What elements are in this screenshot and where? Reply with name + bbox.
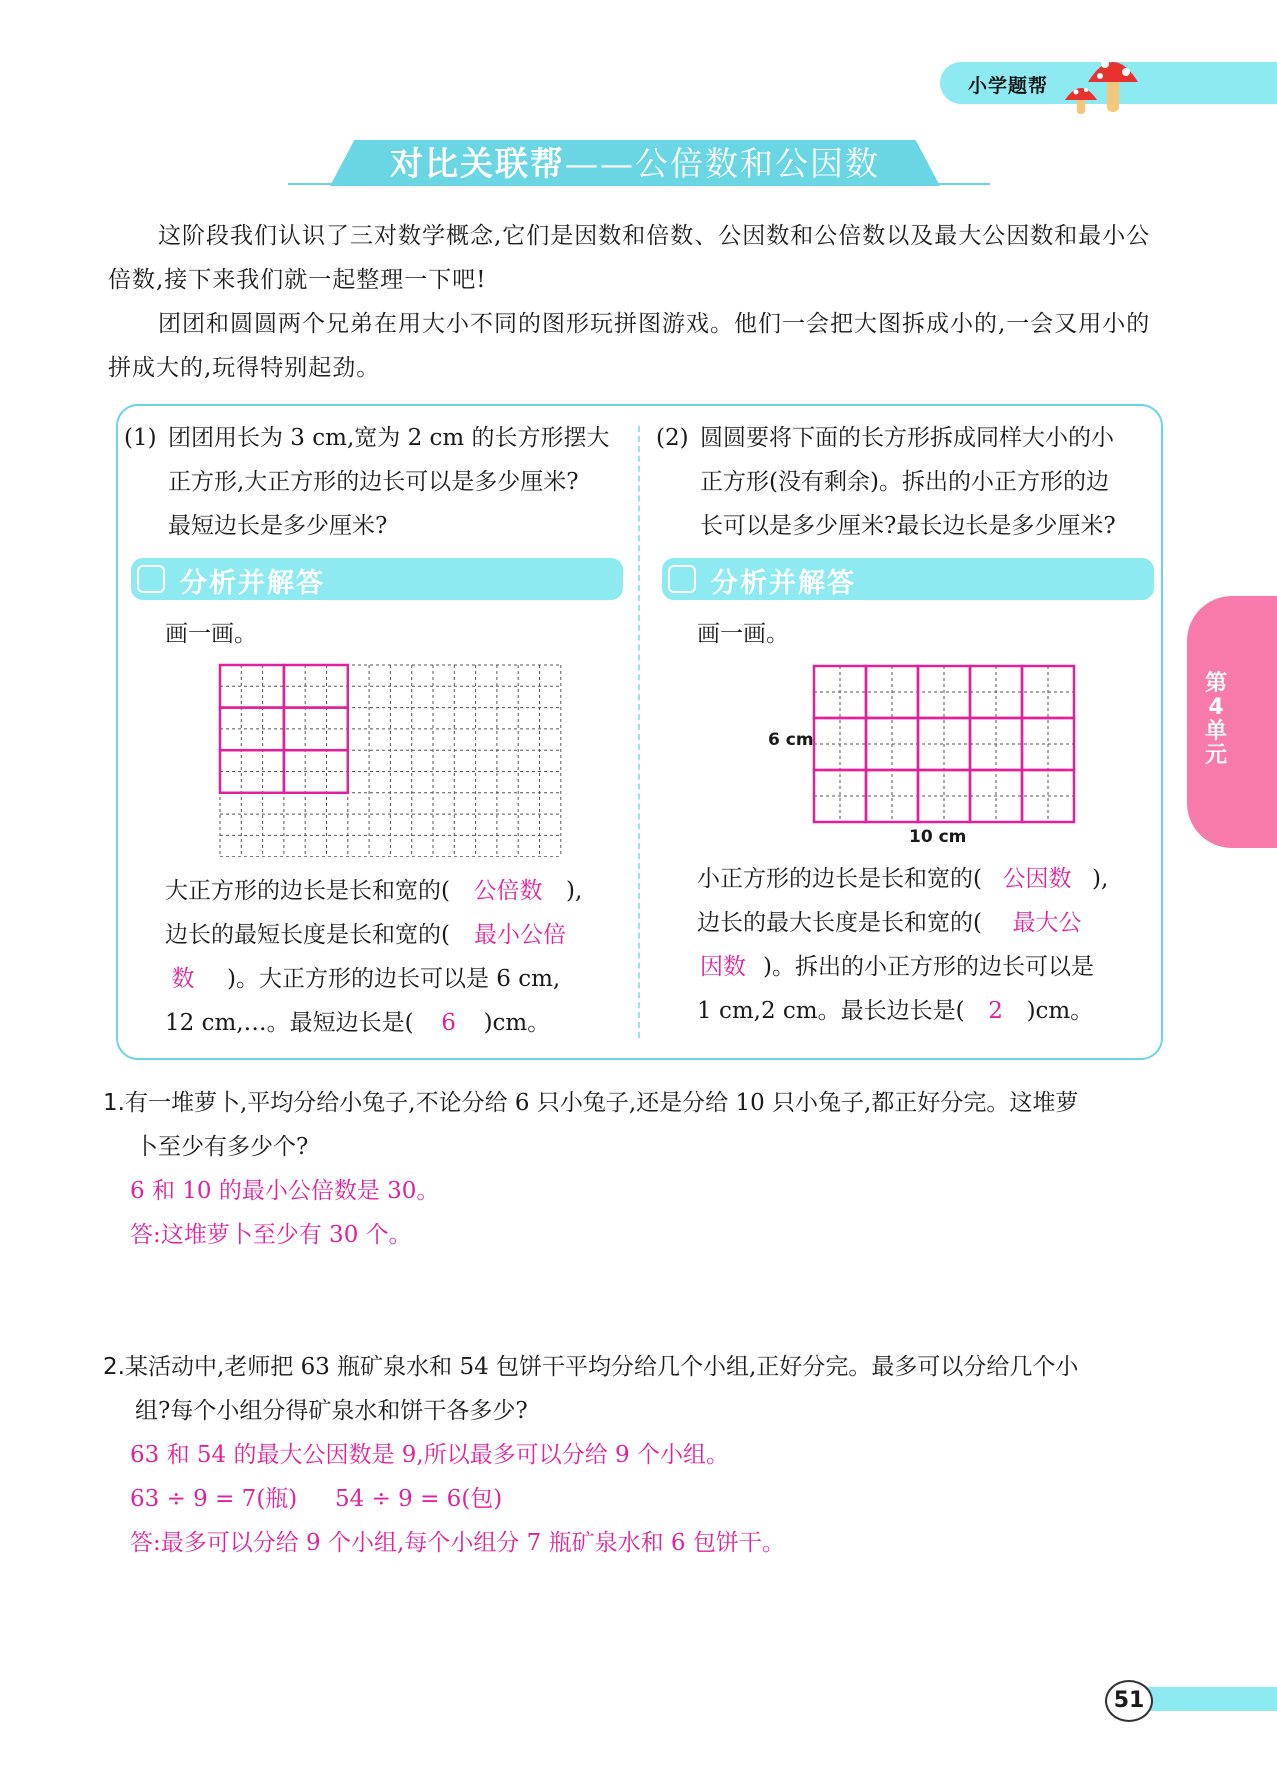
left-question-line-1: 团团用长为 3 cm,宽为 2 cm 的长方形摆大 bbox=[168, 425, 610, 451]
intro-paragraph-2: 团团和圆圆两个兄弟在用大小不同的图形玩拼图游戏。他们一会把大图拆成小的,一会又用小的拼成大的,玩得特别起劲。 bbox=[108, 311, 1151, 381]
left-analyze-label: 分析并解答 bbox=[180, 568, 325, 599]
square-tile bbox=[918, 770, 970, 822]
left-answer-line-3: 数 )。大正方形的边长可以是 6 cm, bbox=[171, 966, 561, 992]
unit-side-tab-label: 第 4 单 元 bbox=[1204, 671, 1227, 768]
right-answer-line-1: 小正方形的边长是长和宽的( 公因数 ), bbox=[697, 866, 1109, 892]
problem-2-solution-2a: 63 ÷ 9 = 7(瓶) bbox=[130, 1486, 298, 1512]
problem-1-solution-2: 答:这堆萝卜至少有 30 个。 bbox=[130, 1222, 412, 1248]
box-divider bbox=[638, 426, 640, 1038]
right-question-number: (2) bbox=[656, 425, 689, 451]
right-answer-line-2: 边长的最大长度是长和宽的( 最大公 bbox=[697, 910, 1082, 936]
rect-height-label: 6 cm bbox=[768, 730, 814, 750]
problem-1-solution-1: 6 和 10 的最小公倍数是 30。 bbox=[130, 1178, 440, 1204]
problem-2-solution-3: 答:最多可以分给 9 个小组,每个小组分 7 瓶矿泉水和 6 包饼干。 bbox=[130, 1530, 785, 1556]
left-grid-figure bbox=[218, 663, 564, 857]
left-answer-line-1: 大正方形的边长是长和宽的( 公倍数 ), bbox=[165, 878, 583, 904]
problem-1: 1.有一堆萝卜,平均分给小兔子,不论分给 6 只小兔子,还是分给 10 只小兔子,都正好分完。这堆萝 bbox=[103, 1090, 1079, 1116]
right-analyze-label: 分析并解答 bbox=[711, 568, 856, 599]
mushroom-icon bbox=[1060, 42, 1150, 117]
left-question-number: (1) bbox=[124, 425, 157, 451]
problem-2-solution-1: 63 和 54 的最大公因数是 9,所以最多可以分给 9 个小组。 bbox=[130, 1442, 729, 1468]
left-question-line-3: 最短边长是多少厘米? bbox=[168, 513, 388, 539]
left-answer-line-2: 边长的最短长度是长和宽的( 最小公倍 bbox=[165, 922, 566, 948]
right-draw-prompt: 画一画。 bbox=[697, 621, 789, 647]
page-number: 51 bbox=[1105, 1680, 1153, 1722]
problem-2-solution-2b: 54 ÷ 9 = 6(包) bbox=[335, 1486, 503, 1512]
right-answer-line-3: 因数 )。拆出的小正方形的边长可以是 bbox=[700, 954, 1094, 980]
left-question-line-2: 正方形,大正方形的边长可以是多少厘米? bbox=[168, 469, 579, 495]
right-grid-figure bbox=[812, 664, 1078, 826]
right-question-line-3: 长可以是多少厘米?最长边长是多少厘米? bbox=[700, 513, 1116, 539]
page-title: 对比关联帮——公倍数和公因数 bbox=[390, 144, 880, 183]
problem-1-line-2: 卜至少有多少个? bbox=[135, 1134, 309, 1160]
rect-width-label: 10 cm bbox=[909, 827, 967, 847]
right-question-line-2: 正方形(没有剩余)。拆出的小正方形的边 bbox=[700, 469, 1109, 495]
left-draw-prompt: 画一画。 bbox=[165, 621, 257, 647]
left-answer-line-4: 12 cm,…。最短边长是( 6 )cm。 bbox=[165, 1010, 551, 1036]
dashed-grid bbox=[220, 665, 561, 857]
right-question-line-1: 圆圆要将下面的长方形拆成同样大小的小 bbox=[700, 425, 1114, 451]
problem-2: 2.某活动中,老师把 63 瓶矿泉水和 54 包饼干平均分给几个小组,正好分完。最多可以分给几个小 bbox=[103, 1354, 1079, 1380]
pencil-icon bbox=[668, 565, 696, 593]
brand-title: 小学题帮 bbox=[968, 75, 1049, 97]
dashed-grid bbox=[814, 666, 1074, 822]
intro-paragraph-1: 这阶段我们认识了三对数学概念,它们是因数和倍数、公因数和公倍数以及最大公因数和最小公倍数,接下来我们就一起整理一下吧! bbox=[108, 223, 1151, 293]
problem-2-line-2: 组?每个小组分得矿泉水和饼干各多少? bbox=[135, 1398, 528, 1424]
pencil-icon bbox=[137, 565, 165, 593]
right-answer-line-4: 1 cm,2 cm。最长边长是( 2 )cm。 bbox=[697, 998, 1094, 1024]
